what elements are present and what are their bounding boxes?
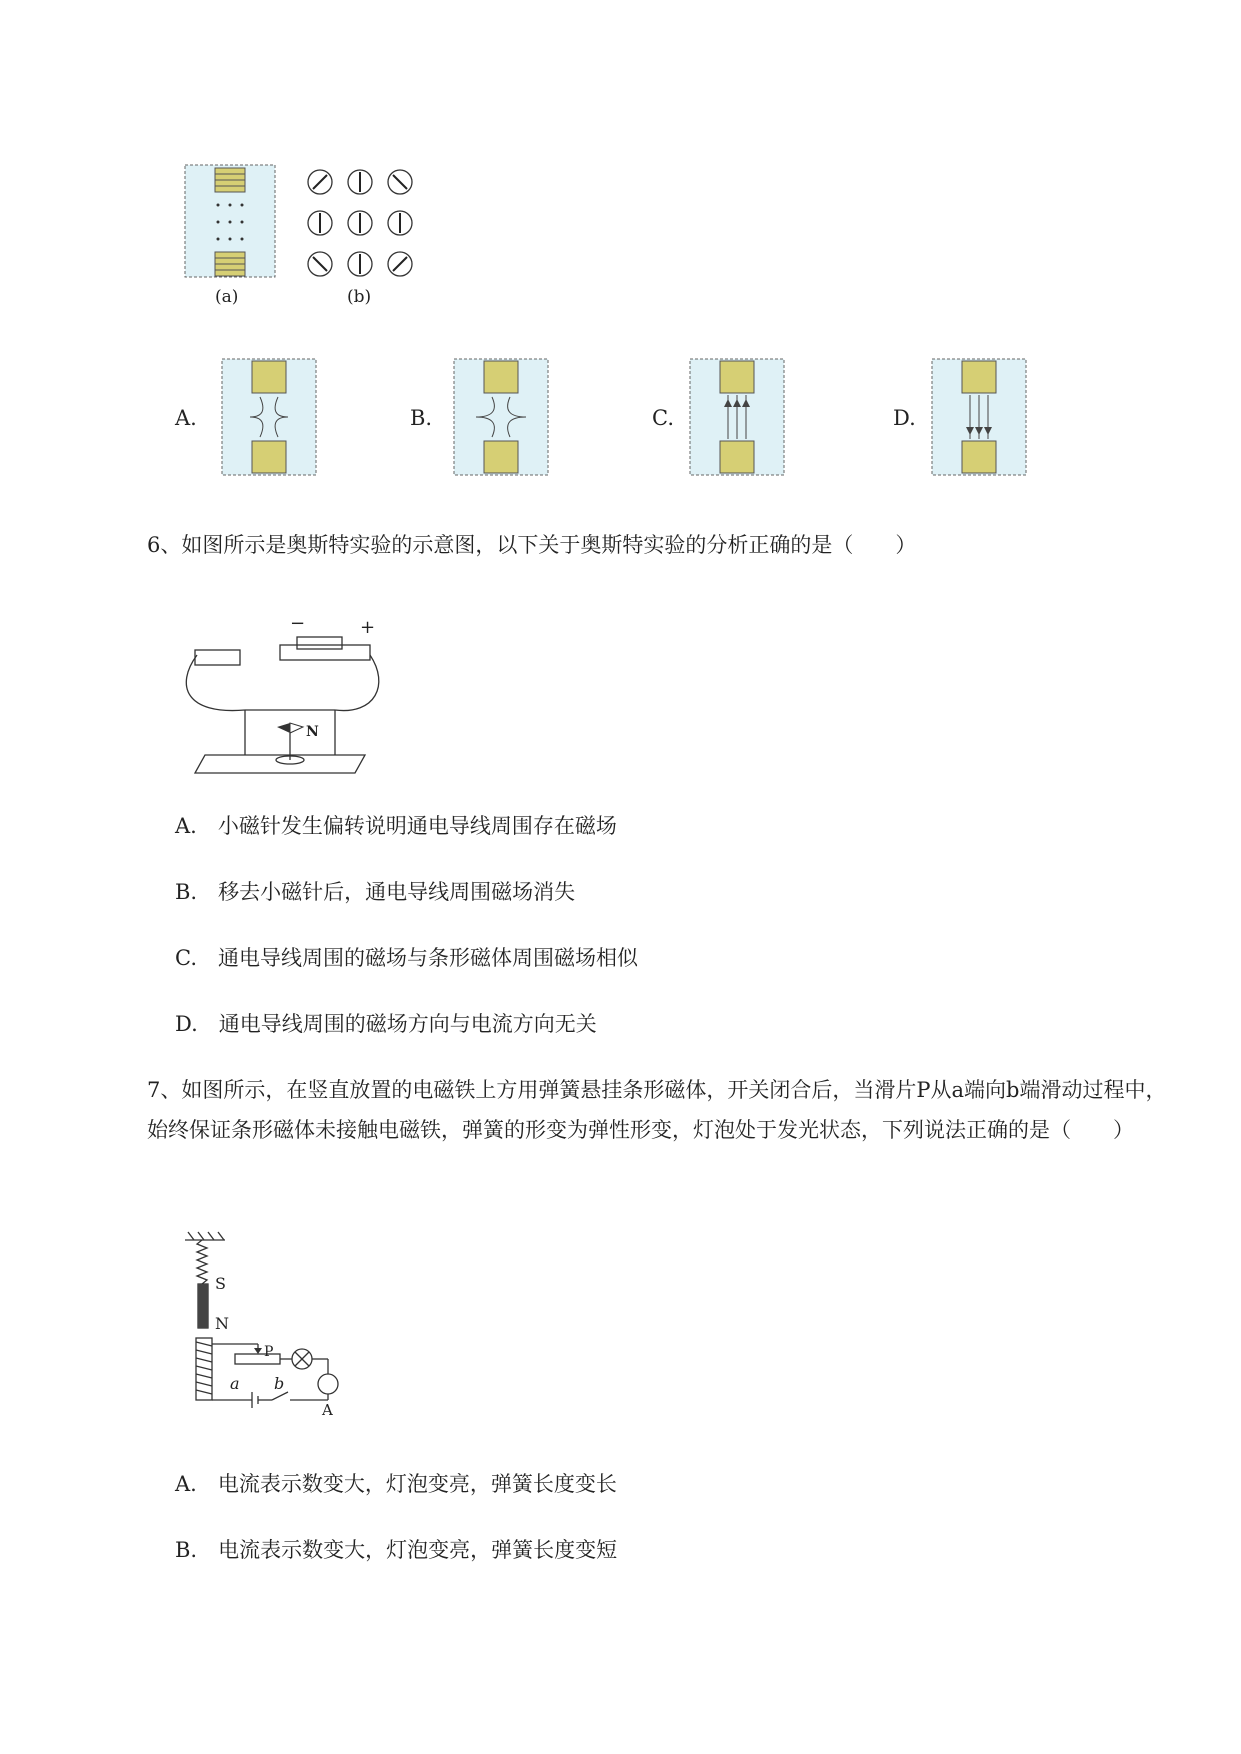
q6-option-c[interactable]: C. 通电导线周围的磁场与条形磁体周围磁场相似 [175,946,638,970]
q5-option-d-label[interactable]: D. [893,406,916,430]
q5-fig-label-a: (a) [215,287,239,307]
q5-option-c-label[interactable]: C. [652,406,674,430]
q5-option-b-figure [452,357,552,477]
q6-fig-n: N [306,724,319,740]
q5-option-b-label[interactable]: B. [410,406,433,430]
q7-fig-ammeter: A [322,1401,333,1419]
q6-option-a[interactable]: A. 小磁针发生偏转说明通电导线周围存在磁场 [175,814,617,838]
q5-option-d-figure [930,357,1030,477]
q7-fig-b: b [274,1374,285,1393]
q6-stem: 6、如图所示是奥斯特实验的示意图，以下关于奥斯特实验的分析正确的是（ ） [147,533,917,557]
q6-fig-plus: + [360,617,376,638]
q6-fig-minus: − [290,613,306,634]
q5-option-a-label[interactable]: A. [175,406,197,430]
q7-fig-n: N [215,1314,229,1333]
q6-option-b[interactable]: B. 移去小磁针后，通电导线周围磁场消失 [175,880,576,904]
q7-electromagnet-figure [180,1232,360,1412]
q5-option-a-figure [220,357,320,477]
q7-fig-s: S [215,1274,226,1293]
q5-figure-coils-compasses [180,160,420,300]
q7-option-b[interactable]: B. 电流表示数变大，灯泡变亮，弹簧长度变短 [175,1538,618,1562]
q7-fig-p: P [264,1344,274,1360]
q7-fig-a: a [230,1374,240,1393]
q7-option-a[interactable]: A. 电流表示数变大，灯泡变亮，弹簧长度变长 [175,1472,617,1496]
q5-fig-label-b: (b) [347,287,372,307]
q6-option-d[interactable]: D. 通电导线周围的磁场方向与电流方向无关 [175,1012,597,1036]
q7-stem: 7、如图所示，在竖直放置的电磁铁上方用弹簧悬挂条形磁体，开关闭合后，当滑片P从a端向b端滑动过程中，始终保证条形磁体未接触电磁铁，弹簧的形变为弹性形变，灯泡处于发光状态，下列说法正确的是（ ） [147,1078,1167,1142]
q6-oersted-figure [185,615,385,775]
q5-option-c-figure [688,357,788,477]
